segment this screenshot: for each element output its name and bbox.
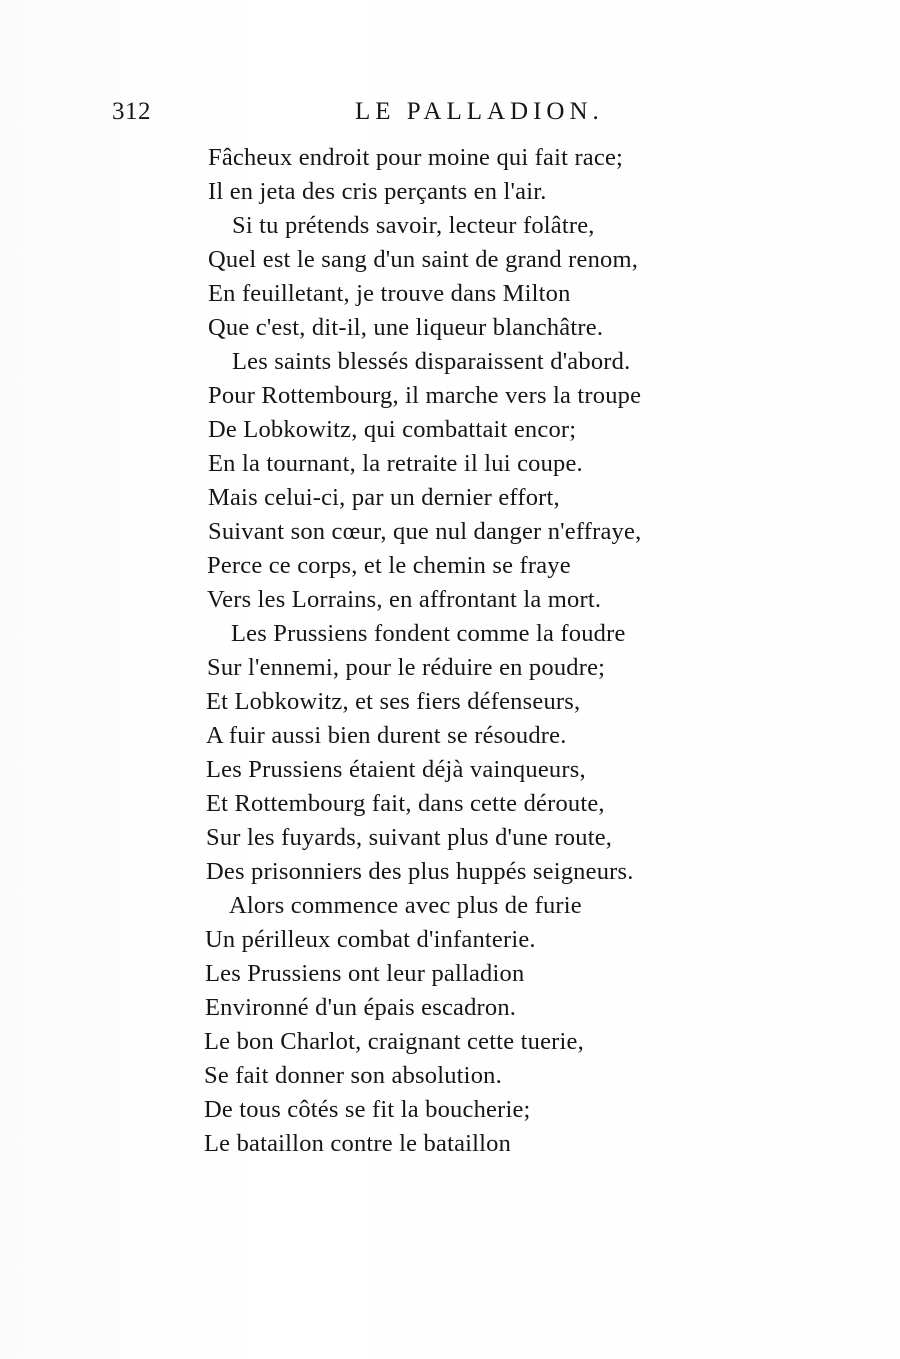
verse-line: Si tu prétends savoir, lecteur folâtre,: [232, 212, 595, 239]
verse-line: Il en jeta des cris perçants en l'air.: [208, 178, 547, 205]
verse-line: Sur les fuyards, suivant plus d'une route,: [206, 824, 613, 851]
verse-line: Et Rottembourg fait, dans cette déroute,: [206, 790, 605, 817]
verse-line: Sur l'ennemi, pour le réduire en poudre;: [207, 654, 606, 681]
verse-line: Le bataillon contre le bataillon: [204, 1130, 512, 1157]
verse-line: En feuilletant, je trouve dans Milton: [208, 280, 571, 307]
verse-line: Environné d'un épais escadron.: [205, 994, 517, 1021]
verse-line: Que c'est, dit-il, une liqueur blanchâtre.: [208, 314, 604, 341]
verse-line: Un périlleux combat d'infanterie.: [205, 926, 536, 953]
verse-line: Des prisonniers des plus huppés seigneurs.: [206, 858, 634, 885]
verse-line: Mais celui-ci, par un dernier effort,: [208, 484, 560, 511]
verse-line: Et Lobkowitz, et ses fiers défenseurs,: [206, 688, 581, 715]
running-title: LE PALLADION.: [355, 98, 604, 125]
verse-line: En la tournant, la retraite il lui coupe.: [208, 450, 583, 477]
verse-line: Le bon Charlot, craignant cette tuerie,: [204, 1028, 584, 1055]
verse-line: Quel est le sang d'un saint de grand renom,: [208, 246, 639, 273]
verse-line: Se fait donner son absolution.: [204, 1062, 502, 1089]
verse-line: Pour Rottembourg, il marche vers la troupe: [208, 382, 642, 409]
verse-line: Perce ce corps, et le chemin se fraye: [207, 552, 571, 579]
verse-line: Les Prussiens ont leur palladion: [205, 960, 525, 987]
verse-line: De Lobkowitz, qui combattait encor;: [208, 416, 577, 443]
verse-line: Les saints blessés disparaissent d'abord.: [232, 348, 631, 375]
verse-line: Alors commence avec plus de furie: [229, 892, 582, 919]
verse-line: Vers les Lorrains, en affrontant la mort.: [207, 586, 602, 613]
verse-line: A fuir aussi bien durent se résoudre.: [206, 722, 567, 749]
page-number: 312: [112, 98, 151, 125]
verse-line: Fâcheux endroit pour moine qui fait race;: [208, 144, 624, 171]
verse-line: Les Prussiens étaient déjà vainqueurs,: [206, 756, 586, 783]
verse-line: De tous côtés se fit la boucherie;: [204, 1096, 531, 1123]
verse-line: Suivant son cœur, que nul danger n'effraye,: [208, 518, 642, 545]
verse-line: Les Prussiens fondent comme la foudre: [231, 620, 626, 647]
